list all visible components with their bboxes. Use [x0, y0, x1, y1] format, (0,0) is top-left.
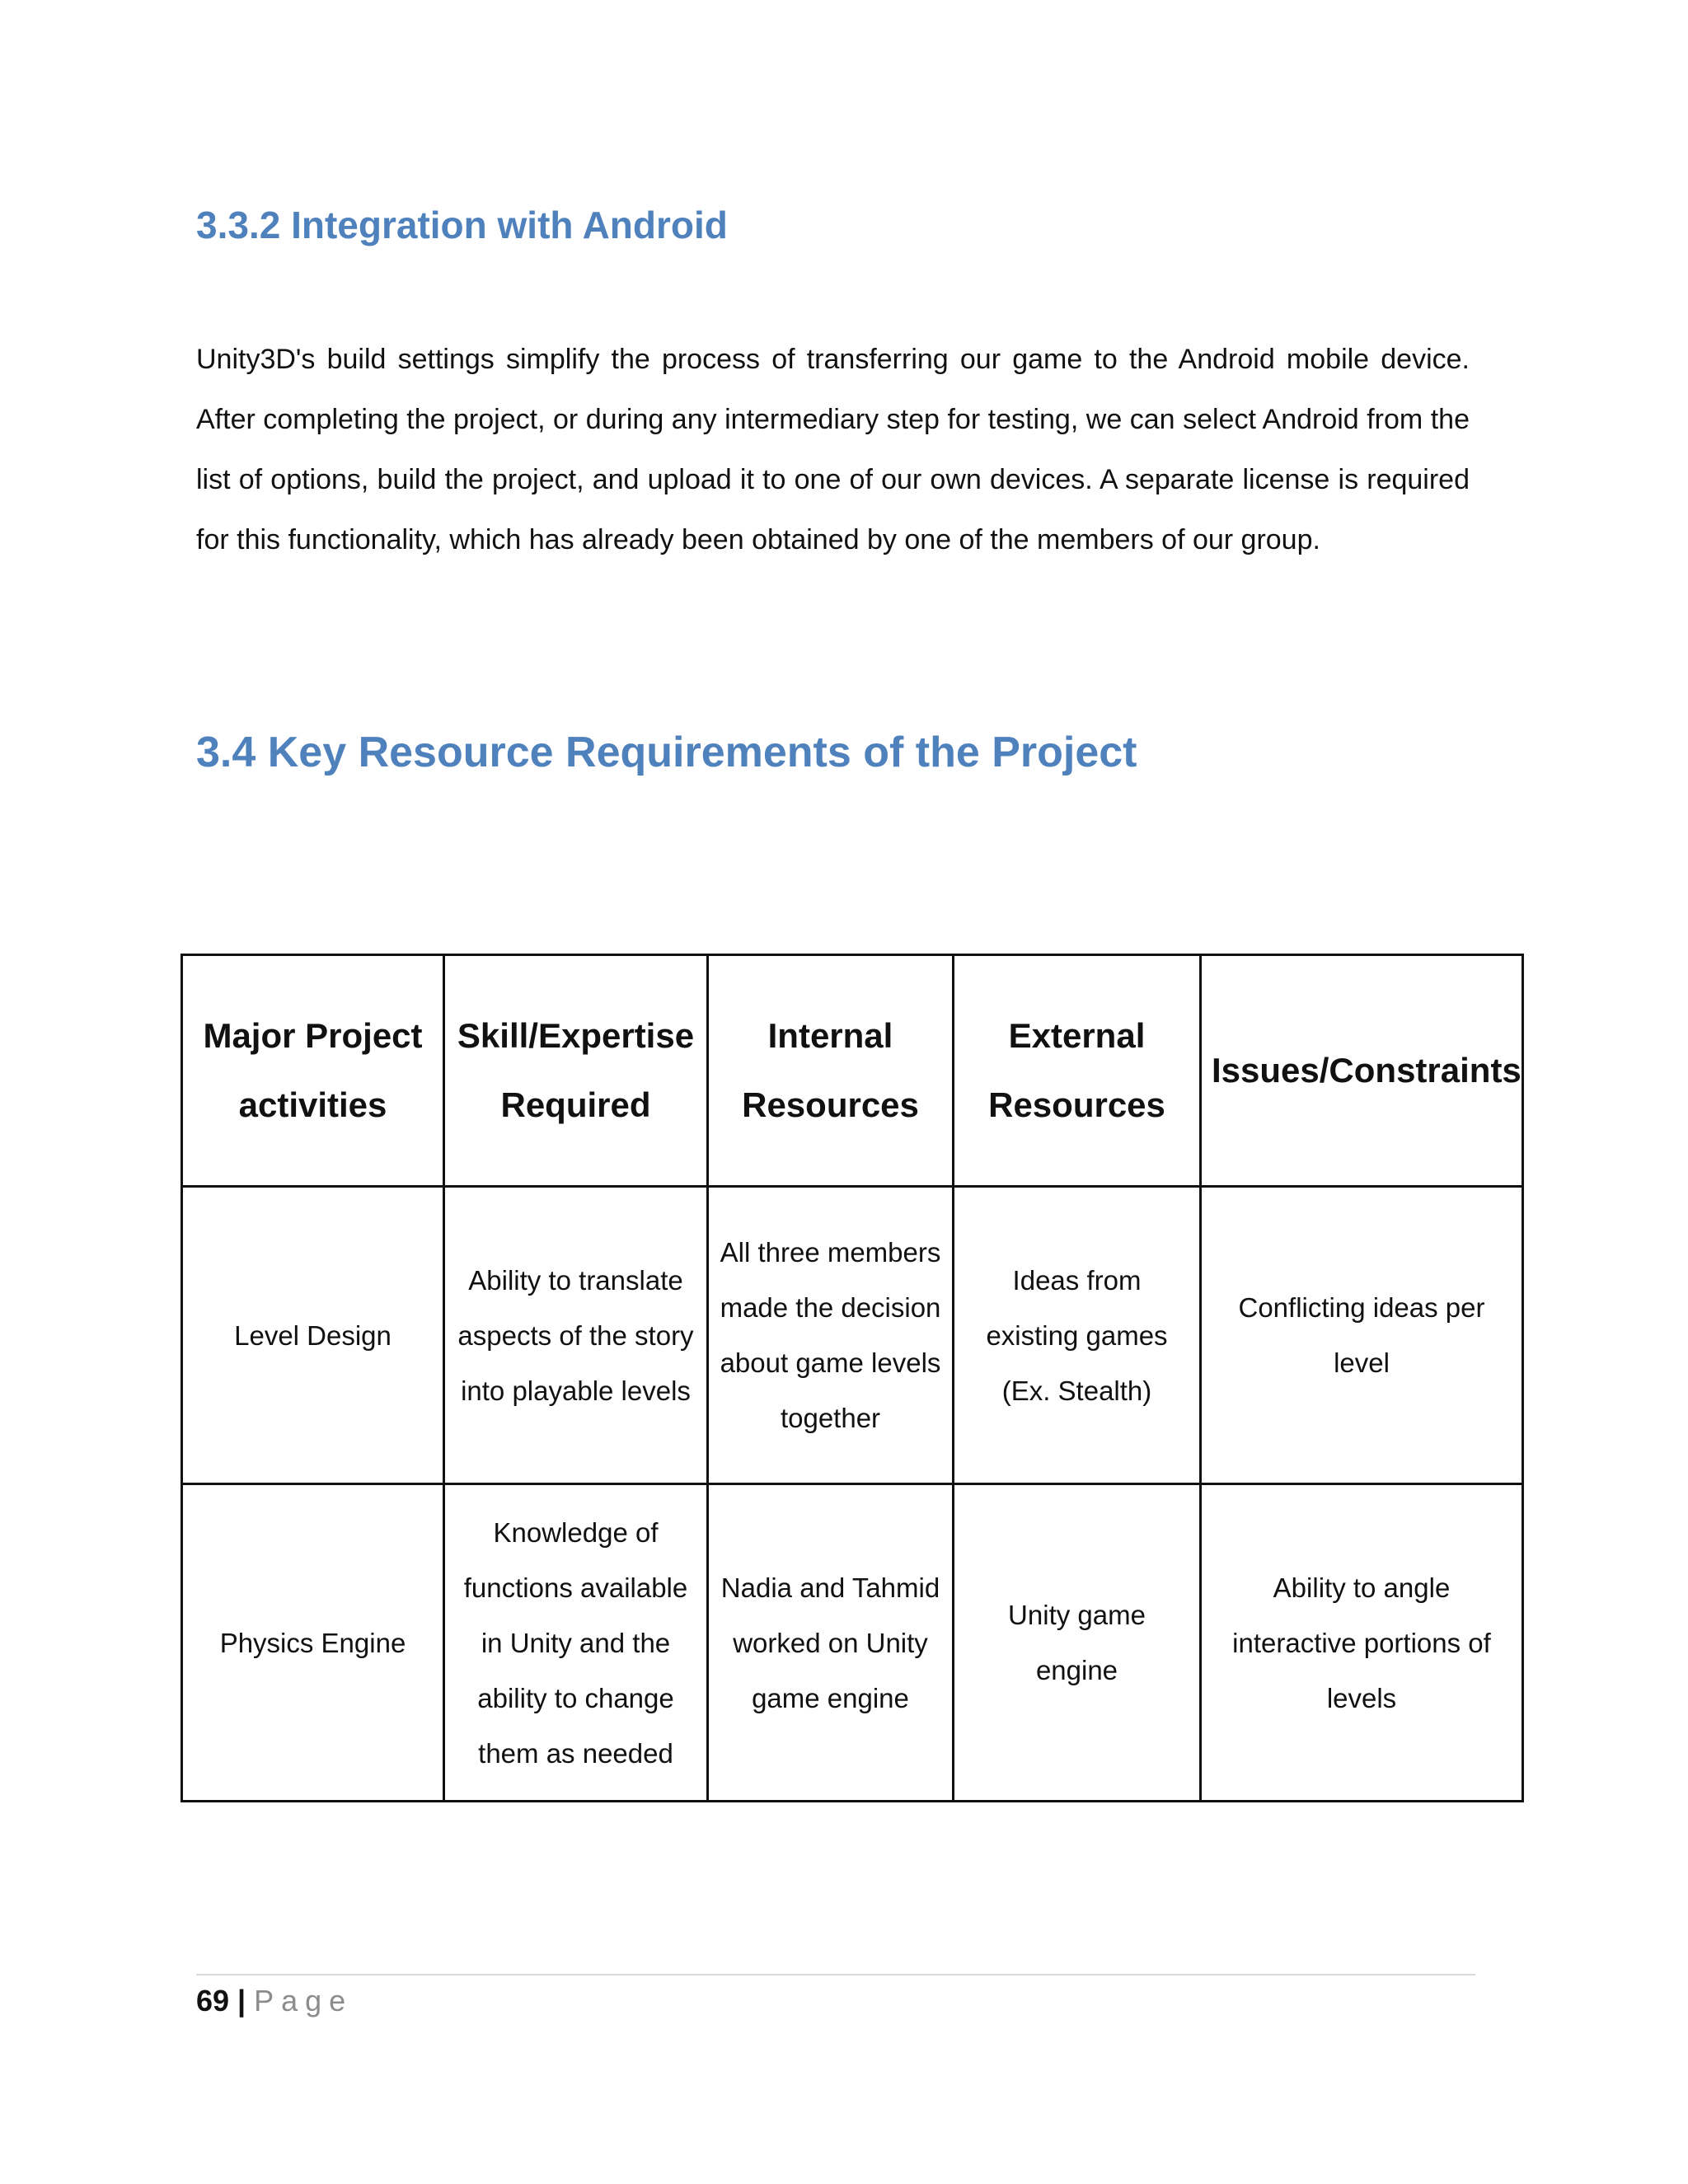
header-skill-expertise: Skill/Expertise Required	[444, 955, 708, 1187]
table-cell: Nadia and Tahmid worked on Unity game engine	[708, 1484, 954, 1802]
table-cell: Physics Engine	[182, 1484, 444, 1802]
table-header-row	[182, 955, 1523, 1187]
table-cell: Ability to translate aspects of the story into playable levels	[444, 1187, 708, 1484]
page-label: Page	[254, 1984, 354, 2018]
table-row	[182, 1187, 1523, 1484]
footer-separator: |	[237, 1984, 246, 2018]
table-cell: Level Design	[182, 1187, 444, 1484]
table-row	[182, 1484, 1523, 1802]
footer-divider	[196, 1974, 1475, 1975]
section-heading-integration-android: 3.3.2 Integration with Android	[196, 204, 728, 246]
table-cell: Knowledge of functions available in Unity and the ability to change them as needed	[444, 1484, 708, 1802]
resource-requirements-table	[181, 954, 1524, 1802]
table-cell: Ability to angle interactive portions of levels	[1201, 1484, 1523, 1802]
header-major-project-activities: Major Project activities	[182, 955, 444, 1187]
page-footer	[196, 1980, 353, 2022]
section-heading-key-resources: 3.4 Key Resource Requirements of the Project	[196, 729, 1137, 776]
table-cell: Unity game engine	[954, 1484, 1201, 1802]
header-issues-constraints: Issues/Constraints	[1201, 955, 1523, 1187]
table-cell: Conflicting ideas per level	[1201, 1187, 1523, 1484]
header-external-resources: External Resources	[954, 955, 1201, 1187]
table-cell: Ideas from existing games (Ex. Stealth)	[954, 1187, 1201, 1484]
page-number: 69	[196, 1984, 230, 2018]
table-cell: All three members made the decision about game levels together	[708, 1187, 954, 1484]
header-internal-resources: Internal Resources	[708, 955, 954, 1187]
integration-paragraph: Unity3D's build settings simplify the process of transferring our game to the Android mobile device. After completing the project, or during any intermediary step for testing, we can select Android from the list of options, build the project, and upload it to one of our own devices. A separate license is required for this functionality, which has already been obtained by one of the members of our group.	[196, 344, 1470, 555]
